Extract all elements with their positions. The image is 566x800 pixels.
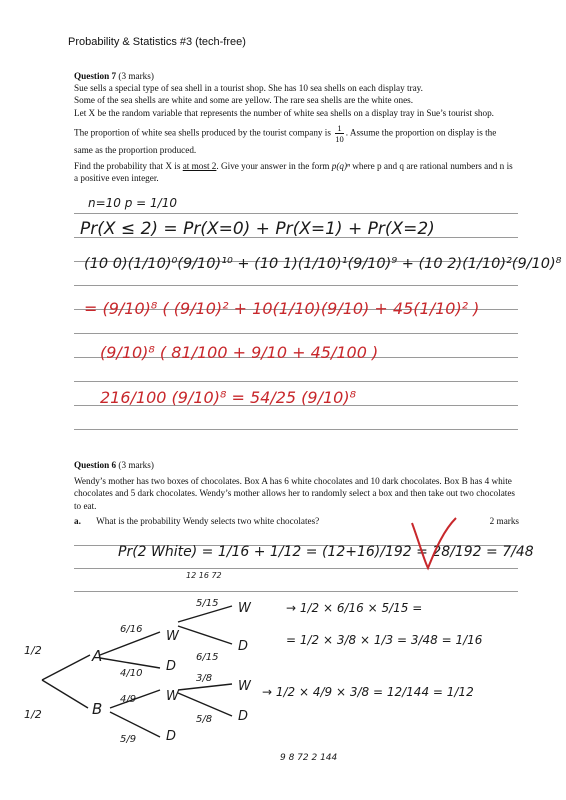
tree-node-b: B — [92, 700, 103, 718]
question-6-marks: (3 marks) — [118, 460, 154, 470]
branch-a-d — [100, 658, 160, 668]
calc-a-2: = 1/2 × 3/8 × 1/3 = 3/48 = 1/16 — [286, 633, 483, 647]
branch-bw-d — [178, 693, 232, 716]
q7-p4-text: The proportion of white sea shells produced by the tourist company is — [74, 127, 331, 138]
q6-paragraph-1: Wendy’s mother has two boxes of chocolates. Box A has 6 white chocolates and 10 dark chocolates. Box B has 4 white chocolates and 5 dark chocolates. Wendy’s mother allows her to randomly select a box and then take out two chocolates to eat. — [74, 476, 515, 511]
work-line-4: (9/10)⁸ ( 81/100 + 9/10 + 45/100 ) — [100, 343, 379, 362]
question-7-title: Question 7 — [74, 71, 117, 81]
fraction-num: 1 — [335, 123, 344, 134]
prob-a-white: 6/16 — [120, 624, 143, 635]
tree-w1: W — [166, 629, 179, 644]
side-calc: 12 16 72 — [186, 571, 222, 580]
question-6-title: Question 6 — [74, 460, 117, 470]
q7-p5-text: Find the probability that X is — [74, 161, 181, 172]
branch-aw-d — [178, 626, 232, 644]
q7-paragraph-2: Some of the sea shells are white and some are yellow. The rare sea shells are the white ones. — [74, 95, 414, 106]
tree-leaf-d1: D — [238, 639, 249, 654]
tree-leaf-w2: W — [238, 679, 251, 694]
work-line-1: Pr(X ≤ 2) = Pr(X=0) + Pr(X=1) + Pr(X=2) — [80, 219, 435, 239]
tree-d2: D — [166, 729, 177, 744]
branch-a-w — [100, 632, 160, 655]
question-7-marks: (3 marks) — [118, 71, 154, 81]
calc-b: → 1/2 × 4/9 × 3/8 = 12/144 = 1/12 — [262, 685, 474, 699]
bottom-calc: 9 8 72 2 144 — [280, 753, 338, 763]
prob-b-white: 4/9 — [120, 694, 137, 705]
q7-p4-text-b: . Assume the proportion on display is the same as the proportion produced. — [74, 127, 497, 155]
tree-d1: D — [166, 659, 177, 674]
q7-paragraph-1: Sue sells a special type of sea shell in a tourist shop. She has 10 sea shells on each display tray. — [74, 83, 423, 94]
page-header: Probability & Statistics #3 (tech-free) — [68, 36, 246, 48]
tree-leaf-w1: W — [238, 601, 251, 616]
q6a-text: What is the probability Wendy selects two white chocolates? — [96, 516, 320, 526]
work-line-5: 216/100 (9/10)⁸ = 54/25 (9/10)⁸ — [100, 388, 356, 407]
tree-leaf-d2: D — [238, 709, 249, 724]
branch-a — [42, 655, 90, 680]
tick-mark — [412, 518, 456, 568]
fraction-den: 10 — [335, 133, 344, 144]
prob-bw-d: 5/8 — [196, 714, 213, 725]
q7-paragraph-3: Let X be the random variable that represents the number of white sea shells on a display tray in Sue’s tourist shop. — [74, 107, 494, 118]
tree-w2: W — [166, 689, 179, 704]
work-line-3: = (9/10)⁸ ( (9/10)² + 10(1/10)(9/10) + 45(1/10)² ) — [84, 299, 480, 318]
prob-aw-d: 6/15 — [196, 652, 219, 663]
q7-at-most-2: at most 2 — [182, 161, 217, 172]
q7-answer-form: p(q)ⁿ — [331, 161, 350, 172]
q7-p5-text-b: . Give your answer in the form — [216, 161, 330, 172]
given-values: n=10 p = 1/10 — [88, 196, 177, 210]
branch-bw-w — [178, 684, 232, 690]
branch-b — [42, 680, 88, 708]
q6-answer: Pr(2 White) = 1/16 + 1/12 = (12+16)/192 = 28/192 = 7/48 — [118, 544, 534, 560]
q6a-marks: 2 marks — [489, 516, 519, 526]
prob-aw-w: 5/15 — [196, 598, 219, 609]
calc-a-1: → 1/2 × 6/16 × 5/15 = — [286, 601, 423, 615]
work-line-2: (10 0)(1/10)⁰(9/10)¹⁰ + (10 1)(1/10)¹(9/10)⁹ + (10 2)(1/10)²(9/10)⁸ — [84, 256, 562, 272]
prob-a-dark: 4/10 — [120, 668, 143, 679]
tree-node-a: A — [92, 647, 103, 665]
prob-b-dark: 5/9 — [120, 734, 137, 745]
half-top: 1/2 — [24, 644, 42, 657]
q7-p5-text-c: where p and q are rational numbers and n is a positive even integer. — [74, 161, 513, 184]
prob-bw-w: 3/8 — [196, 673, 213, 684]
q6a-label: a. — [74, 516, 81, 526]
half-bottom: 1/2 — [24, 708, 42, 721]
